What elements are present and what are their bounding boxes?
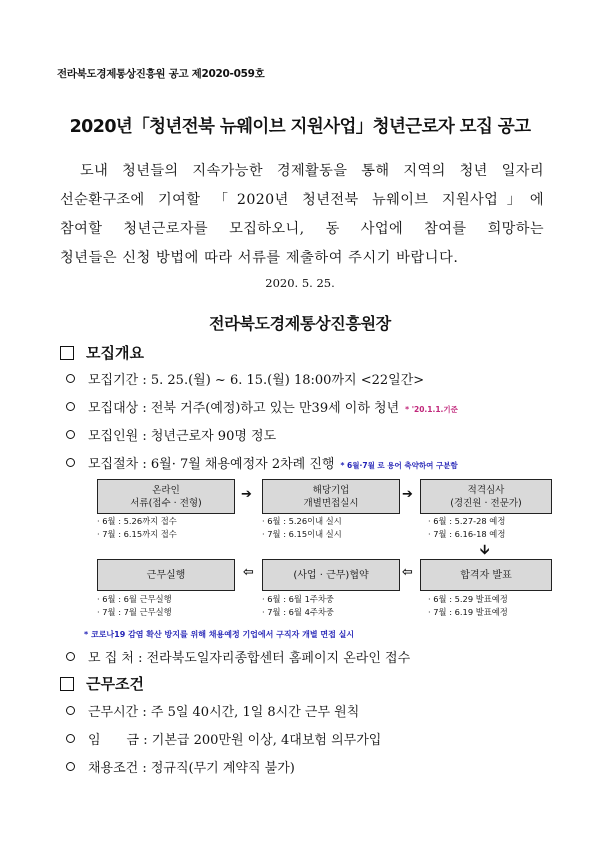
flow-note: · 6월 : 6월 1주차중: [262, 594, 334, 604]
flow-step-work-start: 근무실행: [97, 559, 235, 591]
terms-text: 채용조건 : 정규직(무기 계약직 불가): [88, 761, 295, 776]
flow-note: · 7월 : 7월 근무실행: [97, 607, 172, 617]
list-item-terms: [66, 757, 295, 776]
intro-line: 참여할 청년근로자를 모집하오니, 동 사업에 참여를 희망하는: [60, 221, 544, 237]
list-item-period: [66, 369, 424, 388]
flow-step-agreement: (사업 · 근무)협약: [262, 559, 400, 591]
circle-bullet-icon: [66, 734, 75, 743]
wage-text: 임 금 : 기본급 200만원 이상, 4대보험 의무가입: [88, 733, 382, 748]
section-heading-recruitment: [60, 342, 144, 363]
list-item-wage: [66, 729, 381, 748]
flow-step-line: 개별면접실시: [303, 497, 359, 509]
flow-step-line: 해당기업: [312, 484, 350, 496]
section-heading-label: 근무조건: [86, 675, 144, 693]
procedure-text: 모집절차 : 6월· 7월 채용예정자 2차례 진행: [88, 457, 335, 472]
intro-line: 선순환구조에 기여할 「2020년 청년전북 뉴웨이브 지원사업」에: [60, 192, 544, 208]
arrow-down-icon: 🡫: [480, 543, 490, 558]
notice-date: 2020. 5. 25.: [265, 276, 335, 290]
flow-step-line: 서류(접수 · 전형): [130, 497, 202, 509]
circle-bullet-icon: [66, 430, 75, 439]
flow-step-notes: [262, 593, 334, 619]
arrow-left-icon: ⇦: [243, 565, 254, 580]
section-heading-label: 모집개요: [86, 344, 144, 362]
list-item-target: [66, 397, 458, 416]
circle-bullet-icon: [66, 706, 75, 715]
intro-line: 도내 청년들의 지속가능한 경제활동을 통해 지역의 청년 일자리: [80, 163, 544, 179]
arrow-left-icon: ⇦: [402, 565, 413, 580]
list-item-hours: [66, 701, 359, 720]
flow-note: · 7월 : 6.19 발표예정: [428, 607, 508, 617]
flow-note: · 6월 : 5.29 발표예정: [428, 594, 508, 604]
flow-step-company-interview: [262, 479, 400, 514]
arrow-right-icon: ➔: [402, 487, 413, 502]
circle-bullet-icon: [66, 762, 75, 771]
hours-text: 근무시간 : 주 5일 40시간, 1일 8시간 근무 원칙: [88, 705, 360, 720]
flow-note: · 6월 : 5.27-28 예정: [428, 516, 506, 526]
circle-bullet-icon: [66, 652, 75, 661]
flow-note: · 7월 : 6.15이내 실시: [262, 529, 342, 539]
period-text: 모집기간 : 5. 25.(월) ~ 6. 15.(월) 18:00까지 <22일간>: [88, 373, 425, 388]
document-title: 2020년「청년전북 뉴웨이브 지원사업」청년근로자 모집 공고: [69, 117, 531, 137]
flow-step-notes: [97, 515, 177, 541]
checkbox-square-icon: [60, 346, 74, 360]
flow-note: · 7월 : 6.15까지 접수: [97, 529, 177, 539]
flow-step-line: 적격심사: [467, 484, 505, 496]
checkbox-square-icon: [60, 677, 74, 691]
flow-step-eligibility-review: [420, 479, 552, 514]
flow-step-line: 온라인: [152, 484, 180, 496]
target-text: 모집대상 : 전북 거주(예정)하고 있는 만39세 이하 청년: [88, 401, 400, 416]
covid-note: * 코로나19 감염 확산 방지를 위해 채용예정 기업에서 구직자 개별 면접 실시: [84, 630, 355, 639]
circle-bullet-icon: [66, 458, 75, 467]
section-heading-conditions: [60, 673, 144, 694]
procedure-note: * 6월·7월 로 용어 축약하여 구분함: [340, 461, 458, 470]
list-item-contact: [66, 647, 410, 666]
intro-line: 청년들은 신청 방법에 따라 서류를 제출하여 주시기 바랍니다.: [60, 250, 459, 266]
flow-note: · 6월 : 5.26이내 실시: [262, 516, 342, 526]
notice-number: 전라북도경제통상진흥원 공고 제2020-059호: [57, 68, 265, 80]
flow-step-notes: [97, 593, 172, 619]
list-item-count: [66, 425, 276, 444]
flow-step-online-application: [97, 479, 235, 514]
contact-text: 모 집 처 : 전라북도일자리종합센터 홈페이지 온라인 접수: [88, 651, 411, 666]
flow-step-announcement: 합격자 발표: [420, 559, 552, 591]
target-note: * '20.1.1.기준: [405, 405, 458, 414]
flow-step-notes: [428, 515, 505, 541]
flow-note: · 6월 : 5.26까지 접수: [97, 516, 177, 526]
flow-step-notes: [428, 593, 508, 619]
flow-note: · 7월 : 6.16-18 예정: [428, 529, 506, 539]
flow-step-notes: [262, 515, 342, 541]
list-item-procedure: [66, 453, 458, 472]
issuer-name: 전라북도경제통상진흥원장: [209, 314, 391, 333]
circle-bullet-icon: [66, 374, 75, 383]
flow-note: · 7월 : 6월 4주차중: [262, 607, 334, 617]
count-text: 모집인원 : 청년근로자 90명 정도: [88, 429, 277, 444]
arrow-right-icon: ➔: [241, 487, 252, 502]
circle-bullet-icon: [66, 402, 75, 411]
flow-note: · 6월 : 6월 근무실행: [97, 594, 172, 604]
flow-step-line: (경진원 · 전문가): [450, 497, 522, 509]
